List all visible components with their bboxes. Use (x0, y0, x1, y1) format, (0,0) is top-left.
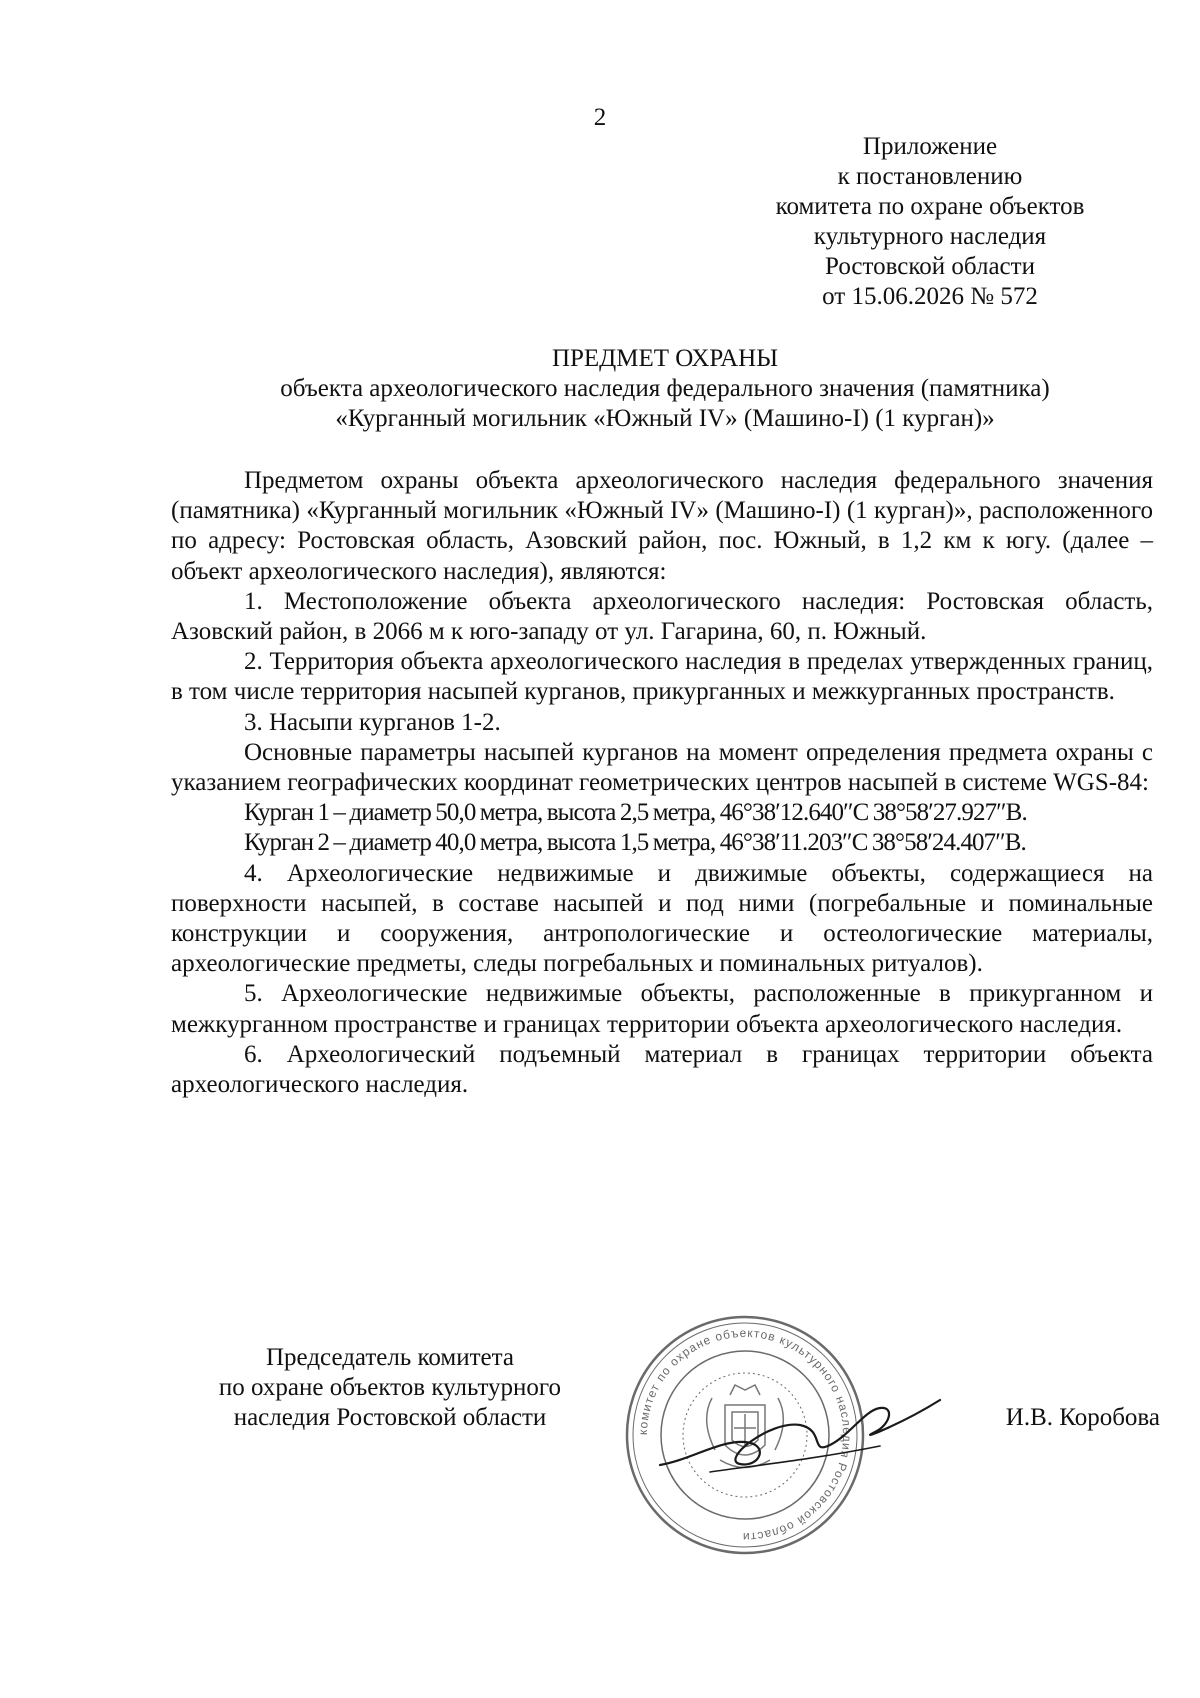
page-number: 2 (593, 104, 607, 131)
document-title (170, 344, 1160, 434)
signer-position (180, 1343, 600, 1433)
intro-paragraph: Предметом охраны объекта археологического наследия федерального значения (памятника) «Курганный могильник «Южный IV» (Машино-I) (1 курган)», расположенного по адресу: Ростовская область, Азовский район, пос. Южный, в 1,2 км к югу. (далее – объект археологического наследия), являются: (171, 467, 1153, 585)
item-3: 3. Насыпи курганов 1-2. (244, 708, 501, 736)
appendix-line: культурного наследия (813, 223, 1047, 250)
title-heading: ПРЕДМЕТ ОХРАНЫ (551, 345, 779, 372)
appendix-line: к постановлению (837, 163, 1023, 190)
title-subline: объекта археологического наследия федерального значения (памятника) (280, 375, 1050, 402)
document-body (171, 466, 1153, 1100)
appendix-line: комитета по охране объектов (775, 193, 1085, 220)
signer-position-line: наследия Ростовской области (233, 1404, 547, 1431)
params-paragraph: Основные параметры насыпей курганов на момент определения предмета охраны с указанием географических координат геометрических центров насыпей в системе WGS-84: (171, 738, 1153, 797)
handwritten-signature-icon (650, 1380, 950, 1490)
title-object-name: «Курганный могильник «Южный IV» (Машино-I) (1 курган)» (335, 405, 995, 432)
appendix-date-number: от 15.06.2026 № 572 (822, 283, 1038, 310)
appendix-line: Приложение (862, 133, 998, 160)
kurgan-2-line: Курган 2 – диаметр 40,0 метра, высота 1,5 метра, 46°38′11.203″С 38°58′24.407″В. (244, 829, 1026, 857)
signer-position-line: по охране объектов культурного (218, 1374, 562, 1401)
item-5: 5. Археологические недвижимые объекты, расположенные в прикурганном и межкурганном пространстве и границах территории объекта археологического наследия. (171, 980, 1153, 1038)
appendix-header (740, 132, 1120, 312)
item-6: 6. Археологический подъемный материал в границах территории объекта археологического наследия. (171, 1040, 1153, 1099)
appendix-line: Ростовской области (825, 253, 1035, 280)
signer-name: И.В. Коробова (1005, 1404, 1160, 1431)
item-2: 2. Территория объекта археологического наследия в пределах утвержденных границ, в том числе территория насыпей курганов, прикурганных и межкурганных пространств. (171, 648, 1153, 706)
item-4: 4. Археологические недвижимые и движимые объекты, содержащиеся на поверхности насыпей, в составе насыпей и под ними (погребальные и поминальные конструкции и сооружения, антропологические и остеологические материалы, археологические предметы, следы погребальных и поминальных ритуалов). (171, 859, 1153, 978)
seal-ring-text: комитет по охране объектов культурного наследия Ростовской области (635, 1325, 855, 1545)
item-1: 1. Местоположение объекта археологического наследия: Ростовская область, Азовский район, в 2066 м к юго-западу от ул. Гагарина, 60, п. Южный. (171, 587, 1153, 646)
signer-position-line: Председатель комитета (266, 1344, 514, 1371)
kurgan-1-line: Курган 1 – диаметр 50,0 метра, высота 2,5 метра, 46°38′12.640″С 38°58′27.927″В. (244, 799, 1027, 827)
